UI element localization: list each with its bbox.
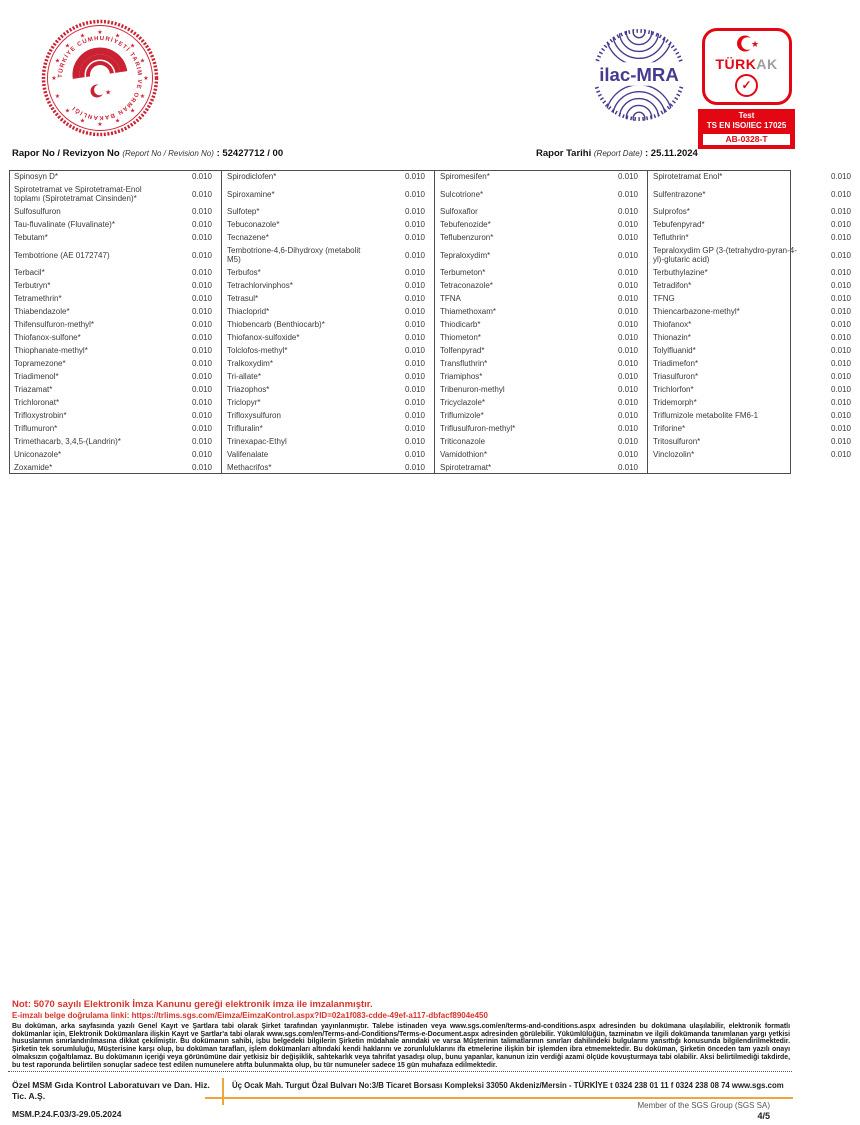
report-no-label: Rapor No / Revizyon No	[12, 148, 120, 159]
analyte-name: Thiodicarb*	[435, 318, 594, 331]
analyte-name: Thiofanox-sulfone*	[14, 333, 81, 342]
analyte-results-table	[9, 170, 860, 474]
analyte-value: 0.010	[617, 463, 638, 472]
analyte-name: Vinclozolin*	[648, 448, 807, 461]
analyte-value: 0.010	[830, 359, 851, 368]
analyte-value: 0.010	[191, 220, 212, 229]
analyte-name: Trifloxystrobin*	[14, 411, 67, 420]
report-date-value: : 25.11.2024	[645, 148, 698, 159]
analyte-value: 0.010	[830, 189, 851, 199]
analyte-name: Tembotrione-4,6-Dihydroxy (metabolit M5)	[222, 244, 381, 266]
analyte-name: Triadimefon*	[648, 357, 807, 370]
analyte-name: Trichloronat*	[14, 398, 60, 407]
analyte-value: 0.010	[404, 233, 425, 242]
analyte-name: Triazamat*	[14, 385, 53, 394]
svg-text:★: ★	[97, 30, 103, 37]
analyte-value: 0.010	[404, 398, 425, 407]
turkak-logo	[702, 28, 792, 105]
analyte-value: 0.010	[404, 294, 425, 303]
report-no-value: : 52427712 / 00	[216, 148, 284, 159]
laboratory-address: Üç Ocak Mah. Turgut Özal Bulvarı No:3/B Ticaret Borsası Kompleksi 33050 Akdeniz/Mersin - TÜRKİYE t 0324 238 01 11 f 0324 238 08 74 www.sgs.com	[232, 1081, 784, 1090]
analyte-value: 0.010	[404, 411, 425, 420]
table-row	[9, 305, 860, 318]
table-row	[9, 422, 860, 435]
analyte-name: Triasulfuron*	[648, 370, 807, 383]
analyte-value: 0.010	[830, 372, 851, 381]
analyte-value: 0.010	[617, 372, 638, 381]
analyte-name: Trichlorfon*	[648, 383, 807, 396]
analyte-name: Spirotetramat ve Spirotetramat-Enol toplamı (Spirotetramat Cinsinden)*	[14, 185, 142, 203]
analyte-name: Tebuconazole*	[222, 218, 381, 231]
ilac-mra-logo	[590, 26, 688, 129]
checkmark-icon: ✓	[735, 74, 758, 97]
table-row	[9, 396, 860, 409]
analyte-value: 0.010	[191, 281, 212, 290]
analyte-value: 0.010	[404, 463, 425, 472]
report-date-label-en: (Report Date)	[593, 149, 643, 158]
svg-text:★: ★	[105, 89, 112, 97]
analyte-name: Tau-fluvalinate (Fluvalinate)*	[14, 220, 115, 229]
analyte-value: 0.010	[830, 450, 851, 459]
analyte-value: 0.010	[617, 437, 638, 446]
analyte-name: Thiofanox-sulfoxide*	[222, 331, 381, 344]
crescent-star-icon	[735, 35, 759, 52]
analyte-name: Thiofanox*	[648, 318, 807, 331]
table-row	[9, 409, 860, 422]
analyte-name: Triazophos*	[222, 383, 381, 396]
analyte-name: Vamidothion*	[435, 448, 594, 461]
analyte-name: Thiacloprid*	[222, 305, 381, 318]
svg-text:★: ★	[139, 58, 146, 65]
analyte-value: 0.010	[404, 220, 425, 229]
analyte-value	[806, 461, 860, 474]
analyte-value: 0.010	[191, 294, 212, 303]
turkak-test-label: Test	[738, 111, 755, 120]
analyte-name: Teflubenzuron*	[435, 231, 594, 244]
analyte-name: Thionazin*	[648, 331, 807, 344]
analyte-name: Triflumizole metabolite FM6-1	[648, 409, 807, 422]
analyte-value: 0.010	[191, 385, 212, 394]
analyte-name: Tembotrione (AE 0172747)	[14, 250, 110, 260]
analyte-value: 0.010	[830, 346, 851, 355]
analyte-value: 0.010	[404, 172, 425, 181]
analyte-value: 0.010	[191, 424, 212, 433]
turkak-accreditation-badge	[698, 28, 795, 149]
analyte-value: 0.010	[191, 233, 212, 242]
turkak-brand-turk: TÜRK	[715, 56, 757, 72]
esignature-note: Not: 5070 sayılı Elektronik İmza Kanunu gereği elektronik imza ile imzalanmıştır.	[12, 999, 373, 1010]
analyte-value: 0.010	[617, 333, 638, 342]
analyte-name: Tebufenpyrad*	[648, 218, 807, 231]
analyte-value: 0.010	[404, 250, 425, 260]
analyte-name: Tebufenozide*	[435, 218, 594, 231]
analyte-value: 0.010	[830, 320, 851, 329]
analyte-name: Tridemorph*	[648, 396, 807, 409]
analyte-value: 0.010	[404, 450, 425, 459]
analyte-value: 0.010	[191, 359, 212, 368]
analyte-name: Triamiphos*	[435, 370, 594, 383]
analyte-value: 0.010	[404, 307, 425, 316]
analyte-name: Spirotetramat Enol*	[648, 170, 807, 183]
analyte-name: Sulfoxaflor	[435, 205, 594, 218]
analyte-name: Triforine*	[648, 422, 807, 435]
analyte-value: 0.010	[830, 268, 851, 277]
analyte-value: 0.010	[191, 268, 212, 277]
report-no-label-en: (Report No / Revision No)	[122, 149, 214, 158]
analyte-name: Triflumuron*	[14, 424, 58, 433]
analyte-value: 0.010	[191, 333, 212, 342]
analyte-name: Tetraconazole*	[435, 279, 594, 292]
analyte-value: 0.010	[404, 268, 425, 277]
turkak-accreditation-no: AB-0328-T	[702, 133, 791, 146]
analyte-name: Sulfotep*	[222, 205, 381, 218]
analyte-name: Terbufos*	[222, 266, 381, 279]
analyte-name: Tebutam*	[14, 233, 48, 242]
analyte-value: 0.010	[830, 172, 851, 181]
report-date-label: Rapor Tarihi	[536, 148, 592, 159]
analyte-value: 0.010	[191, 437, 212, 446]
analyte-name: Tricyclazole*	[435, 396, 594, 409]
analyte-name: Spinosyn D*	[14, 172, 59, 181]
table-row	[9, 231, 860, 244]
svg-text:★: ★	[64, 108, 71, 115]
analyte-name: Triflumizole*	[435, 409, 594, 422]
table-row	[9, 183, 860, 205]
page-number: 4/5	[757, 1111, 770, 1121]
esignature-verification-line	[12, 1011, 488, 1020]
svg-text:★: ★	[79, 33, 86, 40]
table-row	[9, 205, 860, 218]
analyte-value: 0.010	[404, 189, 425, 199]
ministry-seal-text: TÜRKİYE CUMHURİYETİ TARIM VE ORMAN BAKANLIĞI	[57, 35, 143, 121]
analyte-value: 0.010	[617, 398, 638, 407]
analyte-name: TFNG	[648, 292, 807, 305]
analyte-value: 0.010	[191, 307, 212, 316]
table-row	[9, 218, 860, 231]
analyte-name: Zoxamide*	[14, 463, 53, 472]
analyte-name: Thiabendazole*	[14, 307, 70, 316]
analyte-value: 0.010	[404, 320, 425, 329]
analyte-value: 0.010	[191, 398, 212, 407]
analyte-value: 0.010	[617, 385, 638, 394]
analyte-value: 0.010	[830, 233, 851, 242]
ilac-mra-label: ilac-MRA	[599, 63, 679, 85]
analyte-value: 0.010	[191, 250, 212, 260]
analyte-name: Tepraloxydim GP (3-(tetrahydro-pyran-4-yl)-glutaric acid)	[648, 244, 807, 266]
analyte-value: 0.010	[404, 424, 425, 433]
table-row	[9, 331, 860, 344]
svg-text:★: ★	[64, 43, 71, 50]
turkak-standard: TS EN ISO/IEC 17025	[706, 121, 787, 130]
crescent-star-icon	[91, 85, 112, 98]
analyte-value: 0.010	[191, 207, 212, 216]
verify-link[interactable]: https://trlims.sgs.com/Eimza/EimzaKontrol.aspx?ID=02a1f083-cdde-49ef-a117-dbfacf8904e450	[131, 1011, 488, 1020]
analyte-name: Uniconazole*	[14, 450, 62, 459]
analyte-name: Thiencarbazone-methyl*	[648, 305, 807, 318]
report-no-line	[12, 148, 283, 159]
analyte-name: Terbumeton*	[435, 266, 594, 279]
analyte-name: Tolylfluanid*	[648, 344, 807, 357]
table-row	[9, 244, 860, 266]
analyte-name: Tri-allate*	[222, 370, 381, 383]
turkak-brand	[705, 57, 789, 72]
analyte-name: TFNA	[435, 292, 594, 305]
analyte-name: Thiometon*	[435, 331, 594, 344]
analyte-name: Spiroxamine*	[222, 183, 381, 205]
document-code: MSM.P.24.F.03/3-29.05.2024	[12, 1109, 122, 1119]
analyte-name: Tribenuron-methyl	[435, 383, 594, 396]
analyte-value: 0.010	[617, 294, 638, 303]
analyte-value: 0.010	[830, 424, 851, 433]
analyte-name: Trinexapac-Ethyl	[222, 435, 381, 448]
analyte-name: Terbuthylazine*	[648, 266, 807, 279]
footer-vertical-rule	[222, 1078, 224, 1105]
table-row	[9, 266, 860, 279]
analyte-value: 0.010	[191, 346, 212, 355]
table-row	[9, 435, 860, 448]
analyte-value: 0.010	[404, 281, 425, 290]
analyte-value: 0.010	[617, 233, 638, 242]
footer-horizontal-rule	[205, 1097, 793, 1099]
svg-text:★: ★	[129, 108, 136, 115]
svg-text:★: ★	[143, 76, 149, 83]
analyte-name: Tecnazene*	[222, 231, 381, 244]
footer-divider-dashed	[8, 1071, 792, 1072]
analyte-value: 0.010	[617, 359, 638, 368]
table-row	[9, 448, 860, 461]
svg-text:★: ★	[114, 118, 121, 125]
analyte-value: 0.010	[830, 281, 851, 290]
analyte-value: 0.010	[830, 250, 851, 260]
analyte-name: Transfluthrin*	[435, 357, 594, 370]
analyte-value: 0.010	[830, 398, 851, 407]
table-row	[9, 357, 860, 370]
svg-text:★: ★	[79, 118, 86, 125]
analyte-table-body	[9, 170, 860, 474]
analyte-name: Thifensulfuron-methyl*	[14, 320, 95, 329]
analyte-name: Tetramethrin*	[14, 294, 62, 303]
analyte-name: Thiobencarb (Benthiocarb)*	[222, 318, 381, 331]
svg-text:★: ★	[51, 76, 57, 83]
analyte-value: 0.010	[830, 411, 851, 420]
analyte-name: Sulcotrione*	[435, 183, 594, 205]
table-row	[9, 292, 860, 305]
table-row	[9, 370, 860, 383]
analyte-value: 0.010	[617, 207, 638, 216]
verify-label: E-imzalı belge doğrulama linki:	[12, 1011, 130, 1020]
analyte-name: Tralkoxydim*	[222, 357, 381, 370]
analyte-value: 0.010	[617, 172, 638, 181]
analyte-value: 0.010	[191, 189, 212, 199]
table-row	[9, 461, 860, 474]
report-date-line	[536, 148, 698, 159]
turkak-accreditation-info	[698, 109, 795, 149]
sgs-group-note: Member of the SGS Group (SGS SA)	[637, 1101, 770, 1110]
analyte-value: 0.010	[830, 307, 851, 316]
analyte-value: 0.010	[191, 172, 212, 181]
svg-text:★: ★	[114, 33, 121, 40]
analyte-name: Trifloxysulfuron	[222, 409, 381, 422]
analyte-value: 0.010	[617, 424, 638, 433]
analyte-value: 0.010	[404, 346, 425, 355]
analyte-name: Sulfentrazone*	[648, 183, 807, 205]
analyte-name: Trifluralin*	[222, 422, 381, 435]
analyte-name: Tepraloxydim*	[435, 244, 594, 266]
analyte-value: 0.010	[617, 450, 638, 459]
analyte-name: Terbutryn*	[14, 281, 51, 290]
analyte-value: 0.010	[191, 411, 212, 420]
analyte-name: Sulfosulfuron	[14, 207, 61, 216]
analyte-name: Tetrachlorvinphos*	[222, 279, 381, 292]
analyte-name: Triclopyr*	[222, 396, 381, 409]
analyte-value: 0.010	[191, 320, 212, 329]
analyte-value: 0.010	[830, 220, 851, 229]
analyte-name: Spirotetramat*	[435, 461, 594, 474]
table-row	[9, 383, 860, 396]
analyte-value: 0.010	[191, 450, 212, 459]
analyte-name: Triflusulfuron-methyl*	[435, 422, 594, 435]
analyte-name: Methacrifos*	[222, 461, 381, 474]
analyte-value: 0.010	[830, 385, 851, 394]
analyte-name: Spirodiclofen*	[222, 170, 381, 183]
analyte-name: Thiamethoxam*	[435, 305, 594, 318]
analyte-name: Topramezone*	[14, 359, 66, 368]
svg-text:★: ★	[750, 39, 759, 49]
analyte-name: Trimethacarb, 3,4,5-(Landrin)*	[14, 437, 121, 446]
svg-text:★: ★	[54, 58, 61, 65]
analyte-name: Sulprofos*	[648, 205, 807, 218]
turkak-brand-ak: AK	[756, 56, 778, 72]
analyte-value: 0.010	[617, 411, 638, 420]
ministry-of-agriculture-seal-icon	[40, 18, 160, 143]
svg-text:★: ★	[139, 93, 146, 100]
analyte-value: 0.010	[617, 346, 638, 355]
table-row	[9, 344, 860, 357]
analyte-value: 0.010	[617, 307, 638, 316]
table-row	[9, 279, 860, 292]
svg-text:★: ★	[129, 43, 136, 50]
svg-text:★: ★	[97, 122, 103, 129]
laboratory-name: Özel MSM Gıda Kontrol Laboratuvarı ve Dan. Hiz. Tic. A.Ş.	[12, 1080, 210, 1101]
analyte-value: 0.010	[617, 250, 638, 260]
analyte-value: 0.010	[404, 359, 425, 368]
analyte-value: 0.010	[830, 207, 851, 216]
analyte-name: Tolclofos-methyl*	[222, 344, 381, 357]
analyte-name: Spiromesifen*	[435, 170, 594, 183]
analyte-name: Tolfenpyrad*	[435, 344, 594, 357]
analyte-value: 0.010	[830, 437, 851, 446]
analyte-name: Terbacil*	[14, 268, 45, 277]
analyte-name	[648, 461, 807, 474]
analyte-value: 0.010	[617, 268, 638, 277]
table-row	[9, 318, 860, 331]
analyte-value: 0.010	[617, 281, 638, 290]
analyte-name: Triticonazole	[435, 435, 594, 448]
analyte-value: 0.010	[404, 333, 425, 342]
analyte-value: 0.010	[617, 189, 638, 199]
analyte-name: Tritosulfuron*	[648, 435, 807, 448]
legal-disclaimer: Bu doküman, arka sayfasında yazılı Genel Kayıt ve Şartlara tabi olarak Şirket tarafından yayınlanmıştır. Talebe istinaden veya www.sgs.com/en/terms-and-conditions.aspx adresinden bu dokümana ulaşılabilir, elektronik formatlı dokümanlar için, Elektronik Dokümanlara ilişkin Kayıt ve Şartlar'a tabi olarak www.sgs.com/en/Terms-and-Conditions/Terms-e-Document.aspx adresinden görülebilir. Yükümlülüğün, tazminatın ve ilgili dokümanda tanımlanan yargı yetkisi hususlarının sınırlandırılmasına dikkat çekilmiştir. Bu dokümanın sahibi, işbu belgedeki bilgilerin Şirketin müdahale anındaki ve varsa Müşterinin talimatlarının sınırları dahilindeki bulgularını yansıttığı konusunda bilgilendirilmektedir. Şirketin tek sorumluluğu, Müşterisine karşı olup, bu doküman tarafları, işlem dokümanları altındaki kendi haklarını ve zorunluluklarını ifa etmelerine ilişkin bir işlemden ibra etmemektedir. Bu doküman, Şirketin önceden tam yazılı onayı olmaksızın çoğaltılamaz. Bu dokümanın içeriği veya görünümüne dair yetkisiz bir değişiklik, sahtekarlık veya tahrifat yasadışı olup, bunu yapanlar, kanunun izin verdiği azami ölçüde kovuşturmaya tabi olabilir. Aksi belirtilmediği takdirde, bu test raporunda belirtilen sonuçlar sadece test edilen numunelere atıfta bulunmakta olup, bu tür numuneler sadece 15 gün muhafaza edilmektedir.	[12, 1023, 790, 1069]
analyte-value: 0.010	[830, 333, 851, 342]
analyte-value: 0.010	[191, 463, 212, 472]
table-row	[9, 170, 860, 183]
analyte-value: 0.010	[404, 437, 425, 446]
analyte-value: 0.010	[617, 320, 638, 329]
analyte-name: Tetrasul*	[222, 292, 381, 305]
analyte-value: 0.010	[191, 372, 212, 381]
svg-text:★: ★	[54, 93, 61, 100]
analyte-name: Tetradifon*	[648, 279, 807, 292]
analyte-name: Thiophanate-methyl*	[14, 346, 88, 355]
analyte-value: 0.010	[404, 372, 425, 381]
analyte-name: Valifenalate	[222, 448, 381, 461]
analyte-value: 0.010	[830, 294, 851, 303]
analyte-value: 0.010	[404, 207, 425, 216]
analyte-value: 0.010	[404, 385, 425, 394]
analyte-name: Tefluthrin*	[648, 231, 807, 244]
analyte-value: 0.010	[617, 220, 638, 229]
analyte-name: Triadimenol*	[14, 372, 59, 381]
